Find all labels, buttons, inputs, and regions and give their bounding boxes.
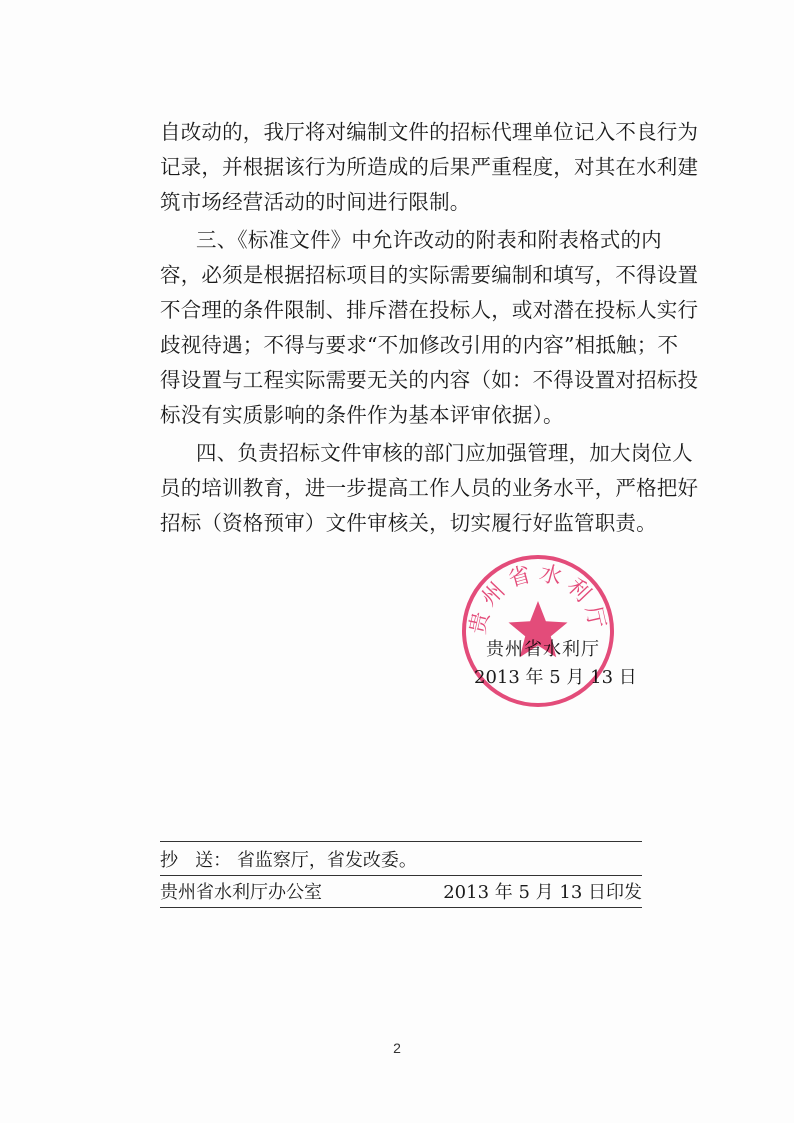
- footer-top-rule: [160, 841, 642, 842]
- paragraph-3-line-1: 三、《标准文件》中允许改动的附表和附表格式的内: [196, 228, 662, 252]
- official-seal: [460, 553, 616, 709]
- paragraph-4-line-2: 员的培训教育，进一步提高工作人员的业务水平，严格把好: [160, 476, 699, 500]
- paragraph-1-line-2: 记录，并根据该行为所造成的后果严重程度，对其在水利建: [160, 155, 699, 179]
- issue-date: 2013 年 5 月 13 日印发: [443, 882, 642, 903]
- page-number: 2: [393, 1040, 401, 1056]
- signature-date: 2013 年 5 月 13 日: [474, 667, 637, 688]
- footer-issuer-row: [160, 881, 642, 905]
- paragraph-3-line-3: 不合理的条件限制、排斥潜在投标人，或对潜在投标人实行: [160, 298, 699, 322]
- paragraph-4-line-3: 招标（资格预审）文件审核关，切实履行好监管职责。: [160, 511, 657, 535]
- paragraph-4-line-1: 四、负责招标文件审核的部门应加强管理，加大岗位人: [196, 441, 693, 465]
- signature-org: 贵州省水利厅: [486, 639, 600, 660]
- cc-label: 抄 送：: [160, 850, 232, 871]
- footer-bottom-rule: [160, 907, 642, 908]
- paragraph-3-line-5: 得设置与工程实际需要无关的内容（如：不得设置对招标投: [160, 368, 699, 392]
- footer-middle-rule: [160, 875, 642, 876]
- footer-cc-row: [160, 849, 642, 873]
- paragraph-1-line-1: 自改动的，我厅将对编制文件的招标代理单位记入不良行为: [160, 120, 699, 144]
- cc-recipients: 省监察厅，省发改委。: [236, 850, 417, 871]
- issuer: 贵州省水利厅办公室: [160, 882, 322, 903]
- paragraph-1-line-3: 筑市场经营活动的时间进行限制。: [160, 190, 471, 214]
- paragraph-3-line-6: 标没有实质影响的条件作为基本评审依据）。: [160, 403, 564, 427]
- paragraph-3-line-4: 歧视待遇；不得与要求“不加修改引用的内容”相抵触；不: [160, 333, 679, 357]
- paragraph-3-line-2: 容，必须是根据招标项目的实际需要编制和填写，不得设置: [160, 263, 699, 287]
- svg-text:贵州省水利厅: 贵州省水利厅: [465, 560, 611, 637]
